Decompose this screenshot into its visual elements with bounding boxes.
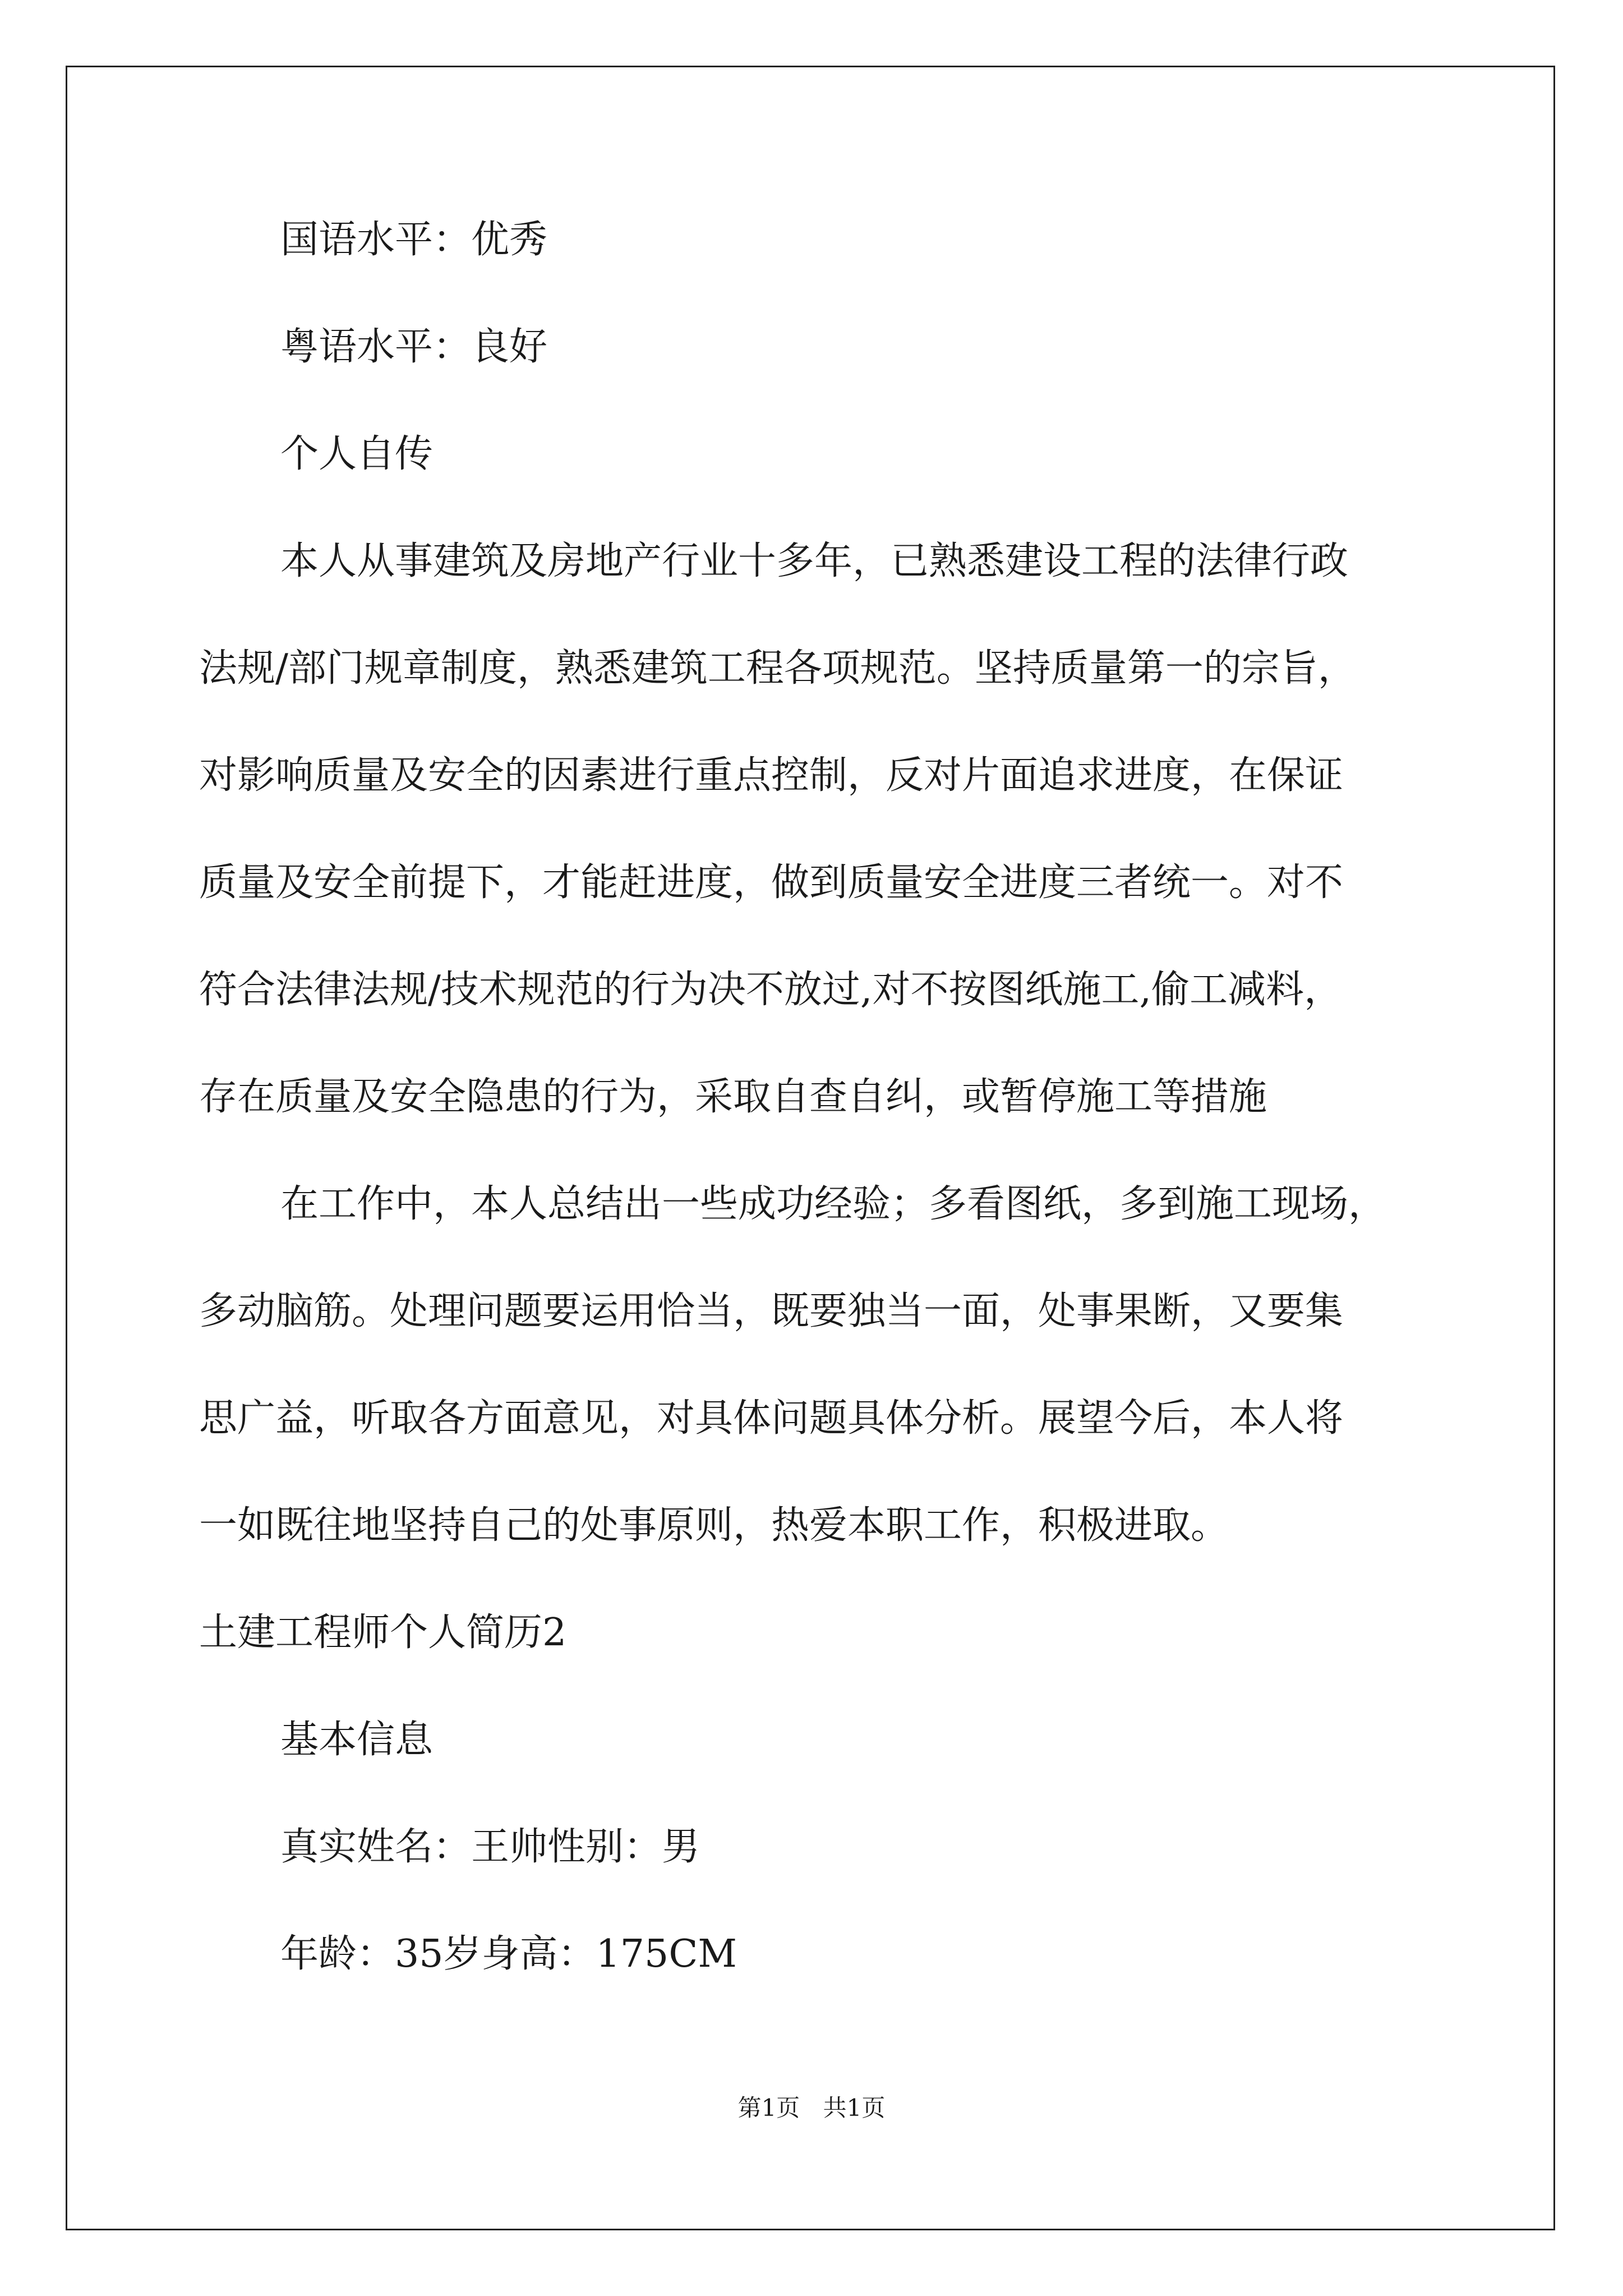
paragraph-line: 对影响质量及安全的因素进行重点控制，反对片面追求进度，在保证 — [199, 753, 1344, 798]
page-total: 共1页 — [823, 2094, 886, 2122]
paragraph-line: 符合法律法规/技术规范的行为决不放过,对不按图纸施工,偷工减料， — [199, 968, 1343, 1012]
section-heading-basic-info: 基本信息 — [280, 1718, 434, 1762]
field-mandarin-level: 国语水平：优秀 — [280, 218, 548, 262]
resume-2-title: 土建工程师个人简历2 — [199, 1611, 567, 1655]
paragraph-line: 法规/部门规章制度，熟悉建筑工程各项规范。坚持质量第一的宗旨， — [199, 646, 1356, 691]
autobiography-paragraph-1 — [199, 535, 1438, 1124]
field-cantonese-level: 粤语水平：良好 — [280, 325, 548, 369]
page-footer — [0, 2091, 1623, 2125]
paragraph-line: 存在质量及安全隐患的行为，采取自查自纠，或暂停施工等措施 — [199, 1075, 1267, 1119]
paragraph-line: 一如既往地坚持自己的处事原则，热爱本职工作，积极进取。 — [199, 1503, 1229, 1548]
autobiography-paragraph-2 — [199, 1177, 1438, 1553]
paragraph-line: 本人从事建筑及房地产行业十多年，已熟悉建设工程的法律行政 — [280, 539, 1349, 583]
field-age-height: 年龄：35岁身高：175CM — [280, 1932, 737, 1976]
paragraph-line: 思广益，听取各方面意见，对具体问题具体分析。展望今后，本人将 — [199, 1396, 1344, 1441]
paragraph-line: 多动脑筋。处理问题要运用恰当，既要独当一面，处事果断，又要集 — [199, 1289, 1344, 1333]
document-body — [199, 213, 1438, 2035]
paragraph-line: 在工作中，本人总结出一些成功经验；多看图纸，多到施工现场， — [280, 1182, 1387, 1226]
page-number: 第1页 — [737, 2094, 800, 2122]
field-name-gender: 真实姓名：王帅性别：男 — [280, 1825, 700, 1869]
section-heading-autobiography: 个人自传 — [280, 432, 434, 476]
paragraph-line: 质量及安全前提下，才能赶进度，做到质量安全进度三者统一。对不 — [199, 861, 1344, 905]
